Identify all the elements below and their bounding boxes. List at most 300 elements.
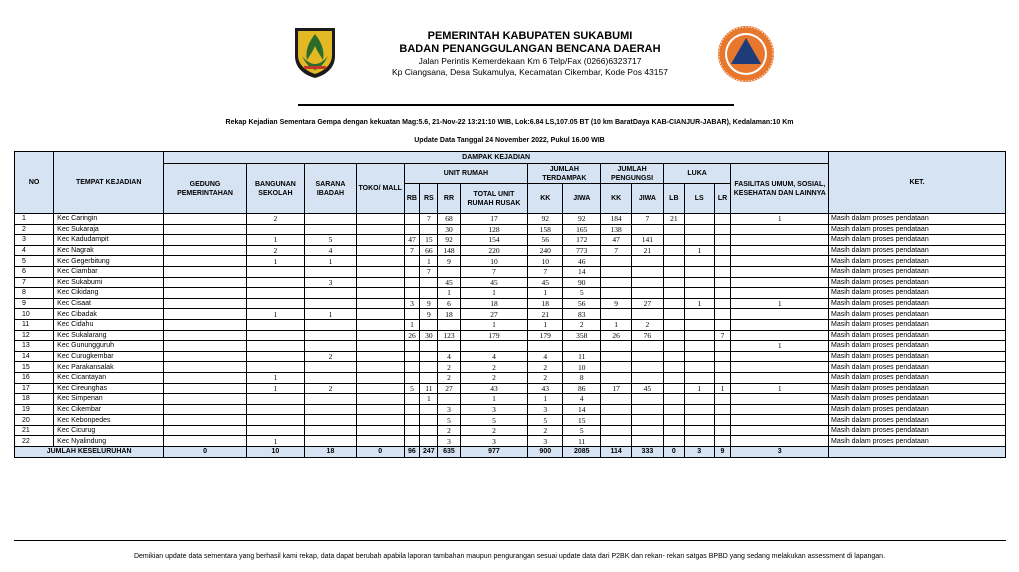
total-label: JUMLAH KESELURUHAN	[15, 447, 164, 458]
row-rs: 1	[420, 256, 438, 267]
col-header-sarana: SARANA IBADAH	[305, 164, 357, 214]
row-rr: 18	[438, 309, 460, 320]
row-lb	[663, 245, 684, 256]
row-kk-pengungsi	[601, 288, 632, 299]
row-ls	[684, 330, 714, 341]
row-ls: 1	[684, 245, 714, 256]
col-header-luka: LUKA	[663, 164, 731, 184]
row-sarana: 2	[305, 383, 357, 394]
row-jiwa: 165	[563, 224, 601, 235]
row-tempat: Kec Nagrak	[54, 245, 164, 256]
row-jiwa: 92	[563, 214, 601, 225]
row-ls: 1	[684, 298, 714, 309]
row-ket: Masih dalam proses pendataan	[829, 288, 1006, 299]
row-lr	[714, 256, 731, 267]
row-no: 20	[15, 415, 54, 426]
row-gedung	[164, 309, 247, 320]
row-gedung	[164, 330, 247, 341]
row-toko	[356, 256, 404, 267]
row-jiwa-pengungsi: 7	[632, 214, 664, 225]
footer-note: Demikian update data sementara yang berhasil kami rekap, data dapat berubah apabila laporan tambahan maupun pengurangan sesuai update data dari P2BK dan rekan- rekan satgas BPBD yang sedang melakukan assessment di lapangan.	[133, 553, 886, 560]
row-lb	[663, 298, 684, 309]
row-toko	[356, 372, 404, 383]
agency-address-1: Jalan Perintis Kemerdekaan Km 6 Telp/Fax (0266)6323717	[418, 56, 642, 66]
row-lb	[663, 394, 684, 405]
row-rb	[404, 372, 420, 383]
row-kk: 7	[528, 266, 563, 277]
col-header-lr: LR	[714, 184, 731, 214]
row-total-unit: 45	[460, 277, 528, 288]
row-gedung	[164, 277, 247, 288]
table-row	[15, 319, 1006, 330]
row-fasilitas: 1	[731, 214, 829, 225]
row-lb	[663, 372, 684, 383]
col-header-pengungsi: JUMLAH PENGUNGSI	[601, 164, 663, 184]
row-lr	[714, 404, 731, 415]
row-gedung	[164, 415, 247, 426]
col-header-lb: LB	[663, 184, 684, 214]
recap-title: Rekap Kejadian Sementara Gempa dengan kekuatan Mag:5.6, 21-Nov-22 13:21:10 WIB, Lok:6.84 LS,107.05 BT (10 km BaratDaya KAB-CIANJUR-JABAR), Kedalaman:10 Km	[225, 119, 794, 126]
row-gedung	[164, 298, 247, 309]
table-row	[15, 394, 1006, 405]
row-no: 18	[15, 394, 54, 405]
row-ls	[684, 235, 714, 246]
row-kk-pengungsi: 7	[601, 245, 632, 256]
row-total-unit: 10	[460, 256, 528, 267]
col-header-toko: TOKO/ MALL	[356, 164, 404, 214]
row-tempat: Kec Cicurug	[54, 425, 164, 436]
row-fasilitas	[731, 415, 829, 426]
row-lb	[663, 224, 684, 235]
row-rr: 92	[438, 235, 460, 246]
row-kk: 2	[528, 425, 563, 436]
row-sarana	[305, 404, 357, 415]
row-toko	[356, 415, 404, 426]
row-jiwa-pengungsi	[632, 266, 664, 277]
row-jiwa-pengungsi	[632, 372, 664, 383]
table-row	[15, 436, 1006, 447]
row-tempat: Kec Sukabumi	[54, 277, 164, 288]
row-fasilitas	[731, 256, 829, 267]
row-no: 14	[15, 351, 54, 362]
row-total-unit	[460, 341, 528, 352]
row-rs	[420, 436, 438, 447]
row-rb: 7	[404, 245, 420, 256]
row-kk-pengungsi	[601, 362, 632, 373]
row-gedung	[164, 288, 247, 299]
row-tempat: Kec Gegerbitung	[54, 256, 164, 267]
row-tempat: Kec Cikidang	[54, 288, 164, 299]
row-fasilitas	[731, 425, 829, 436]
row-rs	[420, 319, 438, 330]
row-fasilitas	[731, 372, 829, 383]
row-lb	[663, 266, 684, 277]
row-lb	[663, 362, 684, 373]
row-bangunan	[246, 425, 304, 436]
table-row	[15, 298, 1006, 309]
total-gedung: 0	[164, 447, 247, 458]
row-jiwa-pengungsi: 45	[632, 383, 664, 394]
row-kk: 179	[528, 330, 563, 341]
row-rr: 68	[438, 214, 460, 225]
row-kk-pengungsi	[601, 415, 632, 426]
row-ket: Masih dalam proses pendataan	[829, 245, 1006, 256]
row-lb	[663, 415, 684, 426]
row-ket: Masih dalam proses pendataan	[829, 425, 1006, 436]
row-fasilitas	[731, 319, 829, 330]
total-rs: 247	[420, 447, 438, 458]
row-ket: Masih dalam proses pendataan	[829, 341, 1006, 352]
row-total-unit: 18	[460, 298, 528, 309]
row-kk: 4	[528, 351, 563, 362]
row-gedung	[164, 372, 247, 383]
row-no: 4	[15, 245, 54, 256]
row-total-unit: 179	[460, 330, 528, 341]
row-bangunan	[246, 330, 304, 341]
row-rb	[404, 415, 420, 426]
col-header-tempat: TEMPAT KEJADIAN	[54, 152, 164, 214]
row-bangunan	[246, 341, 304, 352]
row-no: 22	[15, 436, 54, 447]
row-lr	[714, 425, 731, 436]
row-kk-pengungsi	[601, 256, 632, 267]
row-rs: 7	[420, 266, 438, 277]
row-bangunan	[246, 351, 304, 362]
row-rr: 4	[438, 351, 460, 362]
row-total-unit: 3	[460, 436, 528, 447]
row-rr	[438, 319, 460, 330]
row-rr	[438, 266, 460, 277]
row-toko	[356, 394, 404, 405]
table-row	[15, 245, 1006, 256]
row-fasilitas: 1	[731, 383, 829, 394]
row-kk: 2	[528, 362, 563, 373]
row-sarana	[305, 341, 357, 352]
row-tempat: Kec Kadudampit	[54, 235, 164, 246]
impact-table	[14, 151, 1006, 458]
row-jiwa-pengungsi: 76	[632, 330, 664, 341]
kabupaten-sukabumi-emblem-icon	[292, 26, 338, 80]
row-bangunan	[246, 266, 304, 277]
row-bangunan	[246, 288, 304, 299]
row-jiwa: 11	[563, 436, 601, 447]
row-rb: 3	[404, 298, 420, 309]
row-bangunan: 1	[246, 372, 304, 383]
row-rr: 3	[438, 436, 460, 447]
row-jiwa-pengungsi	[632, 436, 664, 447]
row-lb	[663, 436, 684, 447]
row-fasilitas	[731, 235, 829, 246]
row-ls	[684, 394, 714, 405]
row-jiwa: 10	[563, 362, 601, 373]
row-no: 17	[15, 383, 54, 394]
row-rb	[404, 277, 420, 288]
table-row	[15, 266, 1006, 277]
row-bangunan	[246, 394, 304, 405]
row-fasilitas: 1	[731, 341, 829, 352]
row-ket: Masih dalam proses pendataan	[829, 256, 1006, 267]
row-tempat: Kec Cidahu	[54, 319, 164, 330]
row-kk: 43	[528, 383, 563, 394]
total-lb: 0	[663, 447, 684, 458]
row-rr: 2	[438, 425, 460, 436]
row-gedung	[164, 224, 247, 235]
row-jiwa-pengungsi: 27	[632, 298, 664, 309]
row-toko	[356, 319, 404, 330]
row-lr	[714, 372, 731, 383]
row-ls	[684, 319, 714, 330]
row-kk: 2	[528, 372, 563, 383]
table-row	[15, 425, 1006, 436]
row-tempat: Kec Cibadak	[54, 309, 164, 320]
row-sarana	[305, 425, 357, 436]
row-no: 5	[15, 256, 54, 267]
row-rr: 123	[438, 330, 460, 341]
row-toko	[356, 341, 404, 352]
row-ket: Masih dalam proses pendataan	[829, 362, 1006, 373]
row-sarana: 1	[305, 256, 357, 267]
bpbd-emblem-icon	[716, 24, 776, 84]
row-sarana	[305, 224, 357, 235]
row-kk: 92	[528, 214, 563, 225]
row-jiwa-pengungsi	[632, 256, 664, 267]
row-ket: Masih dalam proses pendataan	[829, 436, 1006, 447]
col-header-kk: KK	[528, 184, 563, 214]
row-kk-pengungsi	[601, 394, 632, 405]
row-fasilitas	[731, 224, 829, 235]
row-rs	[420, 224, 438, 235]
row-sarana: 2	[305, 351, 357, 362]
col-header-rr: RR	[438, 184, 460, 214]
table-row	[15, 256, 1006, 267]
total-unit-rusak: 977	[460, 447, 528, 458]
row-toko	[356, 235, 404, 246]
row-fasilitas	[731, 436, 829, 447]
row-no: 6	[15, 266, 54, 277]
row-tempat: Kec Ciambar	[54, 266, 164, 277]
row-lr	[714, 309, 731, 320]
row-tempat: Kec Cicantayan	[54, 372, 164, 383]
row-rr: 27	[438, 383, 460, 394]
row-toko	[356, 277, 404, 288]
total-rr: 635	[438, 447, 460, 458]
total-jiwa-pengungsi: 333	[632, 447, 664, 458]
header-divider	[298, 104, 734, 106]
row-rb	[404, 394, 420, 405]
letterhead	[0, 22, 1019, 92]
row-rb: 5	[404, 383, 420, 394]
row-ket: Masih dalam proses pendataan	[829, 372, 1006, 383]
row-lb	[663, 383, 684, 394]
row-sarana	[305, 288, 357, 299]
row-gedung	[164, 394, 247, 405]
row-total-unit: 2	[460, 425, 528, 436]
row-jiwa-pengungsi	[632, 309, 664, 320]
total-lr: 9	[714, 447, 731, 458]
row-total-unit: 5	[460, 415, 528, 426]
row-tempat: Kec Cisaat	[54, 298, 164, 309]
row-lb	[663, 288, 684, 299]
row-lb	[663, 404, 684, 415]
row-jiwa: 358	[563, 330, 601, 341]
row-no: 3	[15, 235, 54, 246]
row-jiwa-pengungsi: 141	[632, 235, 664, 246]
row-ket: Masih dalam proses pendataan	[829, 309, 1006, 320]
row-ket: Masih dalam proses pendataan	[829, 277, 1006, 288]
row-fasilitas	[731, 277, 829, 288]
row-no: 8	[15, 288, 54, 299]
row-fasilitas	[731, 404, 829, 415]
col-header-no: NO	[15, 152, 54, 214]
row-kk: 158	[528, 224, 563, 235]
total-kk: 900	[528, 447, 563, 458]
row-lb	[663, 330, 684, 341]
col-header-jiwa-pengungsi: JIWA	[632, 184, 664, 214]
row-lr	[714, 266, 731, 277]
row-fasilitas: 1	[731, 298, 829, 309]
row-jiwa: 83	[563, 309, 601, 320]
row-kk: 21	[528, 309, 563, 320]
table-row	[15, 415, 1006, 426]
row-lr	[714, 245, 731, 256]
row-ls	[684, 372, 714, 383]
row-kk: 1	[528, 394, 563, 405]
row-tempat: Kec Gunungguruh	[54, 341, 164, 352]
row-fasilitas	[731, 266, 829, 277]
col-header-total-unit: TOTAL UNIT RUMAH RUSAK	[460, 184, 528, 214]
row-rr: 45	[438, 277, 460, 288]
row-lr	[714, 288, 731, 299]
row-no: 19	[15, 404, 54, 415]
row-ket: Masih dalam proses pendataan	[829, 404, 1006, 415]
row-lr	[714, 341, 731, 352]
row-jiwa-pengungsi	[632, 362, 664, 373]
row-bangunan: 1	[246, 436, 304, 447]
row-rb: 1	[404, 319, 420, 330]
row-rs	[420, 341, 438, 352]
row-jiwa: 14	[563, 404, 601, 415]
row-tempat: Kec Simpenan	[54, 394, 164, 405]
row-rs	[420, 351, 438, 362]
total-fasilitas: 3	[731, 447, 829, 458]
total-kk-pengungsi: 114	[601, 447, 632, 458]
row-toko	[356, 362, 404, 373]
row-gedung	[164, 245, 247, 256]
row-rs: 15	[420, 235, 438, 246]
row-toko	[356, 224, 404, 235]
row-bangunan	[246, 362, 304, 373]
row-rs	[420, 372, 438, 383]
row-rb	[404, 404, 420, 415]
row-ket: Masih dalam proses pendataan	[829, 224, 1006, 235]
row-gedung	[164, 425, 247, 436]
row-fasilitas	[731, 394, 829, 405]
row-ls	[684, 362, 714, 373]
row-ls	[684, 436, 714, 447]
row-total-unit: 7	[460, 266, 528, 277]
row-rs: 66	[420, 245, 438, 256]
row-jiwa-pengungsi	[632, 288, 664, 299]
row-lb	[663, 351, 684, 362]
row-ls	[684, 341, 714, 352]
row-rb	[404, 425, 420, 436]
row-ls	[684, 404, 714, 415]
row-jiwa: 14	[563, 266, 601, 277]
row-rs	[420, 404, 438, 415]
row-rs: 1	[420, 394, 438, 405]
row-jiwa: 46	[563, 256, 601, 267]
row-fasilitas	[731, 288, 829, 299]
row-ket: Masih dalam proses pendataan	[829, 351, 1006, 362]
col-header-dampak: DAMPAK KEJADIAN	[164, 152, 829, 164]
row-total-unit: 27	[460, 309, 528, 320]
row-gedung	[164, 351, 247, 362]
row-toko	[356, 351, 404, 362]
row-ls	[684, 277, 714, 288]
row-no: 13	[15, 341, 54, 352]
row-lr	[714, 351, 731, 362]
row-jiwa-pengungsi	[632, 415, 664, 426]
row-rs	[420, 288, 438, 299]
row-lb	[663, 309, 684, 320]
row-total-unit: 154	[460, 235, 528, 246]
row-lr	[714, 235, 731, 246]
row-total-unit: 2	[460, 372, 528, 383]
row-toko	[356, 425, 404, 436]
row-sarana: 1	[305, 309, 357, 320]
row-ls	[684, 415, 714, 426]
row-toko	[356, 288, 404, 299]
row-ls	[684, 351, 714, 362]
table-row	[15, 351, 1006, 362]
row-jiwa: 2	[563, 319, 601, 330]
row-rs	[420, 415, 438, 426]
footer-divider	[14, 540, 1006, 541]
row-bangunan	[246, 277, 304, 288]
row-jiwa-pengungsi	[632, 394, 664, 405]
row-gedung	[164, 235, 247, 246]
row-kk-pengungsi: 17	[601, 383, 632, 394]
row-tempat: Kec Cireunghas	[54, 383, 164, 394]
total-row	[15, 447, 1006, 458]
row-total-unit: 1	[460, 319, 528, 330]
row-tempat: Kec Kebonpedes	[54, 415, 164, 426]
row-ls: 1	[684, 383, 714, 394]
col-header-terdampak: JUMLAH TERDAMPAK	[528, 164, 601, 184]
row-rr: 2	[438, 372, 460, 383]
row-no: 21	[15, 425, 54, 436]
table-row	[15, 372, 1006, 383]
table-row	[15, 277, 1006, 288]
row-tempat: Kec Sukalarang	[54, 330, 164, 341]
row-sarana	[305, 330, 357, 341]
table-row	[15, 330, 1006, 341]
row-gedung	[164, 214, 247, 225]
row-tempat: Kec Nyalindung	[54, 436, 164, 447]
row-bangunan	[246, 319, 304, 330]
row-no: 1	[15, 214, 54, 225]
row-kk-pengungsi	[601, 266, 632, 277]
total-rb: 96	[404, 447, 420, 458]
row-kk-pengungsi	[601, 351, 632, 362]
row-lb: 21	[663, 214, 684, 225]
row-rb	[404, 266, 420, 277]
row-bangunan: 1	[246, 309, 304, 320]
row-jiwa: 90	[563, 277, 601, 288]
row-rr: 6	[438, 298, 460, 309]
row-rr	[438, 341, 460, 352]
row-jiwa: 15	[563, 415, 601, 426]
